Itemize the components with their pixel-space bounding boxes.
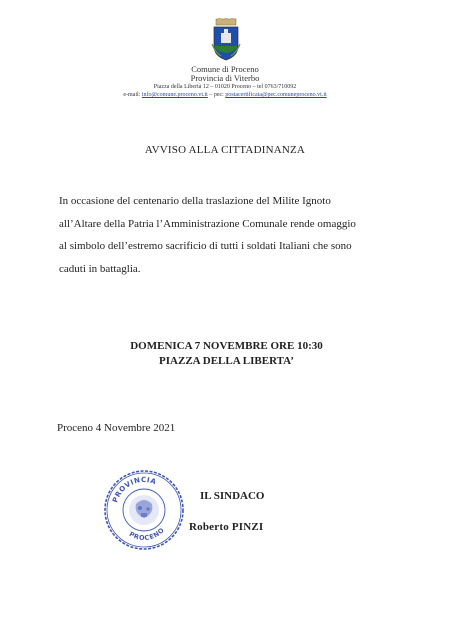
notice-title: AVVISO ALLA CITTADINANZA (144, 144, 306, 156)
body-line: al simbolo dell’estremo sacrificio di tutti i soldati Italiani che sono (59, 240, 352, 252)
email-label: e-mail: (123, 92, 141, 98)
event-datetime: DOMENICA 7 NOVEMBRE ORE 10:30 (130, 340, 323, 352)
svg-text:PROVINCIA: PROVINCIA (111, 475, 158, 504)
signer-title: IL SINDACO (200, 490, 265, 502)
notice-body (59, 190, 409, 280)
coat-of-arms-icon (209, 18, 243, 62)
svg-text:PROCENO: PROCENO (127, 525, 167, 543)
contact-line (0, 91, 450, 99)
body-line: caduti in battaglia. (59, 262, 141, 275)
body-line: In occasione del centenario della traslazione del Milite Ignoto (59, 195, 331, 207)
place-date: Proceno 4 Novembre 2021 (57, 422, 176, 434)
official-stamp-icon (102, 468, 186, 552)
signer-name: Roberto PINZI (189, 521, 264, 533)
event-location: PIAZZA DELLA LIBERTA’ (159, 355, 294, 367)
body-line: all’Altare della Patria l’Amministrazione Comunale rende omaggio (59, 217, 356, 230)
pec-link[interactable]: postacertificata@pec.comuneproceno.vt.it (225, 92, 327, 98)
province-name: Provincia di Viterbo (190, 73, 260, 83)
email-link[interactable]: info@comune.proceno.vt.it (141, 92, 208, 98)
pec-label: pec: (213, 92, 224, 98)
separator: – (209, 92, 213, 98)
address-line: Piazza della Libertà 12 – 01020 Proceno – tel 0763/710092 (153, 84, 297, 90)
municipality-name: Comune di Proceno (191, 64, 259, 74)
